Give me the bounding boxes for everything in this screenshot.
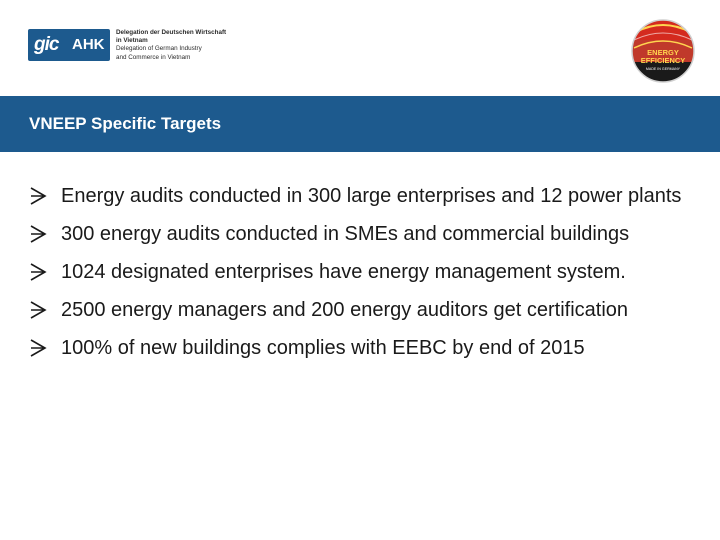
ee-logo-line1: ENERGY <box>647 48 679 57</box>
arrow-bullet-icon <box>30 335 52 361</box>
logo-header <box>0 0 720 96</box>
ahk-line-3: Delegation of German Industry <box>116 45 202 53</box>
ee-logo-line2: EFFICIENCY <box>640 56 686 65</box>
ahk-badge <box>28 29 110 61</box>
energy-efficiency-logo <box>630 18 696 84</box>
list-item <box>30 259 684 285</box>
page-title: VNEEP Specific Targets <box>29 114 222 133</box>
ahk-logo-text: AHK <box>72 36 105 53</box>
target-list <box>30 183 684 373</box>
list-item-text: 100% of new buildings complies with EEBC by end of 2015 <box>61 337 585 359</box>
title-band <box>0 96 720 152</box>
ahk-line-1: Delegation der Deutschen Wirtschaft <box>116 29 227 36</box>
arrow-bullet-icon <box>30 183 52 209</box>
arrow-bullet-icon <box>30 259 52 285</box>
arrow-bullet-icon <box>30 221 52 247</box>
ahk-line-4: and Commerce in Vietnam <box>116 53 191 61</box>
list-item-text: Energy audits conducted in 300 large enterprises and 12 power plants <box>61 185 682 207</box>
list-item <box>30 221 684 247</box>
list-item <box>30 335 684 361</box>
list-item-text: 300 energy audits conducted in SMEs and commercial buildings <box>61 223 630 245</box>
ee-logo-line3: MADE IN GERMANY <box>645 67 681 71</box>
arrow-bullet-icon <box>30 297 52 323</box>
list-item <box>30 183 684 209</box>
list-item-text: 1024 designated enterprises have energy management system. <box>61 261 626 283</box>
gic-logo-text: gic <box>34 34 59 55</box>
list-item-text: 2500 energy managers and 200 energy auditors get certification <box>61 299 629 321</box>
ahk-logo <box>28 25 238 69</box>
list-item <box>30 297 684 323</box>
ahk-description <box>116 29 238 62</box>
ahk-line-2: in Vietnam <box>116 37 148 45</box>
